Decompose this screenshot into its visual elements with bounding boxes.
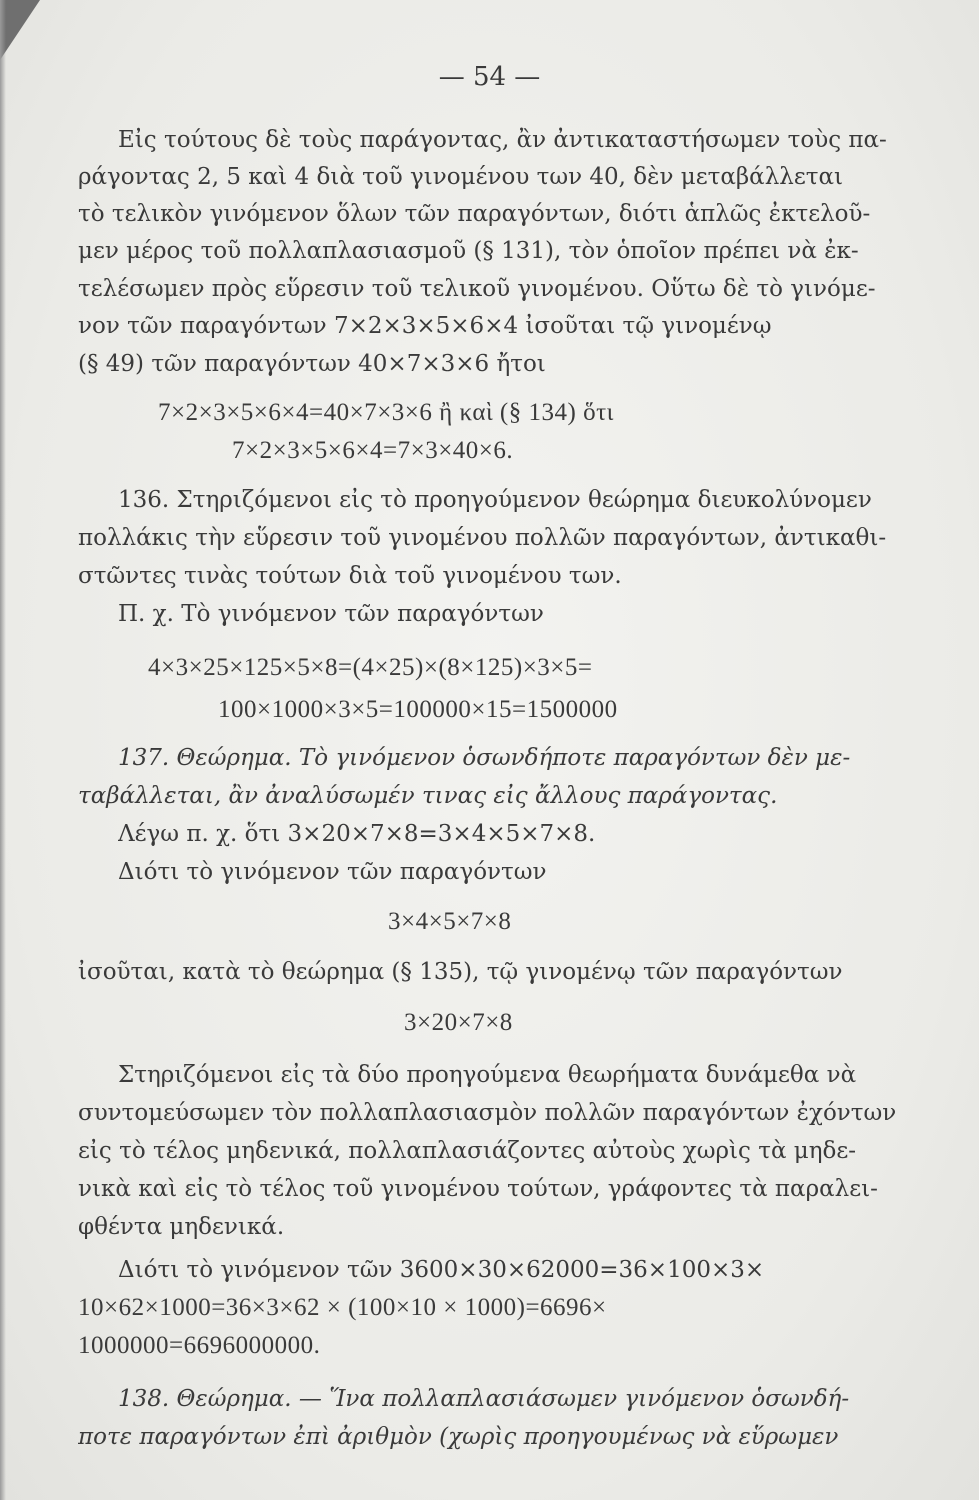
equation-line: 7×2×3×5×6×4=40×7×3×6 ἢ καὶ (§ 134) ὅτι	[158, 399, 614, 426]
text-line: Διότι τὸ γινόμενον τῶν 3600×30×62000=36×100×3×	[118, 1257, 765, 1283]
equation-line: 3×4×5×7×8	[388, 908, 512, 935]
equation-line: 1000000=6696000000.	[78, 1332, 321, 1359]
section-136-line: 136. Στηριζόμενοι εἰς τὸ προηγούμενον θεώρημα διευκολύνομεν	[118, 487, 872, 513]
text-line: Διότι τὸ γινόμενον τῶν παραγόντων	[118, 859, 547, 885]
text-line: νικὰ καὶ εἰς τὸ τέλος τοῦ γινομένου τούτων, γράφοντες τὰ παραλει-	[78, 1176, 878, 1202]
text-line: (§ 49) τῶν παραγόντων 40×7×3×6 ἤτοι	[78, 351, 546, 377]
text-line: τὸ τελικὸν γινόμενον ὅλων τῶν παραγόντων, διότι ἁπλῶς ἐκτελοῦ-	[78, 201, 871, 227]
text-line: στῶντες τινὰς τούτων διὰ τοῦ γινομένου των.	[78, 563, 622, 589]
text-line: ταβάλλεται, ἂν ἀναλύσωμέν τινας εἰς ἄλλους παράγοντας.	[78, 783, 778, 809]
theorem-138-line: 138. Θεώρημα. — Ἵνα πολλαπλασιάσωμεν γινόμενον ὁσωνδή-	[118, 1386, 850, 1412]
text-line: φθέντα μηδενικά.	[78, 1214, 285, 1240]
text-line: ἰσοῦται, κατὰ τὸ θεώρημα (§ 135), τῷ γινομένῳ τῶν παραγόντων	[78, 959, 843, 985]
page-number: — 54 —	[438, 62, 541, 92]
equation-line: 100×1000×3×5=100000×15=1500000	[218, 696, 618, 723]
text-line: εἰς τὸ τέλος μηδενικά, πολλαπλασιάζοντες αὐτοὺς χωρὶς τὰ μηδε-	[78, 1138, 857, 1164]
theorem-137-line: 137. Θεώρημα. Τὸ γινόμενον ὁσωνδήποτε παραγόντων δὲν με-	[118, 745, 851, 771]
equation-line: 10×62×1000=36×3×62 × (100×10 × 1000)=6696×	[78, 1294, 607, 1321]
text-line: πολλάκις τὴν εὕρεσιν τοῦ γινομένου πολλῶν παραγόντων, ἀντικαθι-	[78, 525, 887, 551]
equation-line: 7×2×3×5×6×4=7×3×40×6.	[232, 437, 514, 464]
text-line: Εἰς τούτους δὲ τοὺς παράγοντας, ἂν ἀντικαταστήσωμεν τοὺς πα-	[118, 127, 887, 153]
equation-line: 4×3×25×125×5×8=(4×25)×(8×125)×3×5=	[148, 654, 593, 681]
text-line: Λέγω π. χ. ὅτι 3×20×7×8=3×4×5×7×8.	[118, 821, 596, 847]
text-line: μεν μέρος τοῦ πολλαπλασιασμοῦ (§ 131), τὸν ὁποῖον πρέπει νὰ ἐκ-	[78, 238, 859, 264]
text-line: νον τῶν παραγόντων 7×2×3×5×6×4 ἰσοῦται τῷ γινομένῳ	[78, 313, 772, 339]
text-line: τελέσωμεν πρὸς εὕρεσιν τοῦ τελικοῦ γινομένου. Οὕτω δὲ τὸ γινόμε-	[78, 276, 876, 302]
equation-line: 3×20×7×8	[404, 1009, 513, 1036]
text-line: Στηριζόμενοι εἰς τὰ δύο προηγούμενα θεωρήματα δυνάμεθα νὰ	[118, 1062, 857, 1088]
text-line: Π. χ. Τὸ γινόμενον τῶν παραγόντων	[118, 601, 544, 627]
text-line: ράγοντας 2, 5 καὶ 4 διὰ τοῦ γινομένου των 40, δὲν μεταβάλλεται	[78, 164, 844, 190]
text-line: ποτε παραγόντων ἐπὶ ἀριθμὸν (χωρὶς προηγουμένως νὰ εὕρωμεν	[78, 1424, 839, 1450]
text-line: συντομεύσωμεν τὸν πολλαπλασιασμὸν πολλῶν παραγόντων ἐχόντων	[78, 1100, 897, 1126]
